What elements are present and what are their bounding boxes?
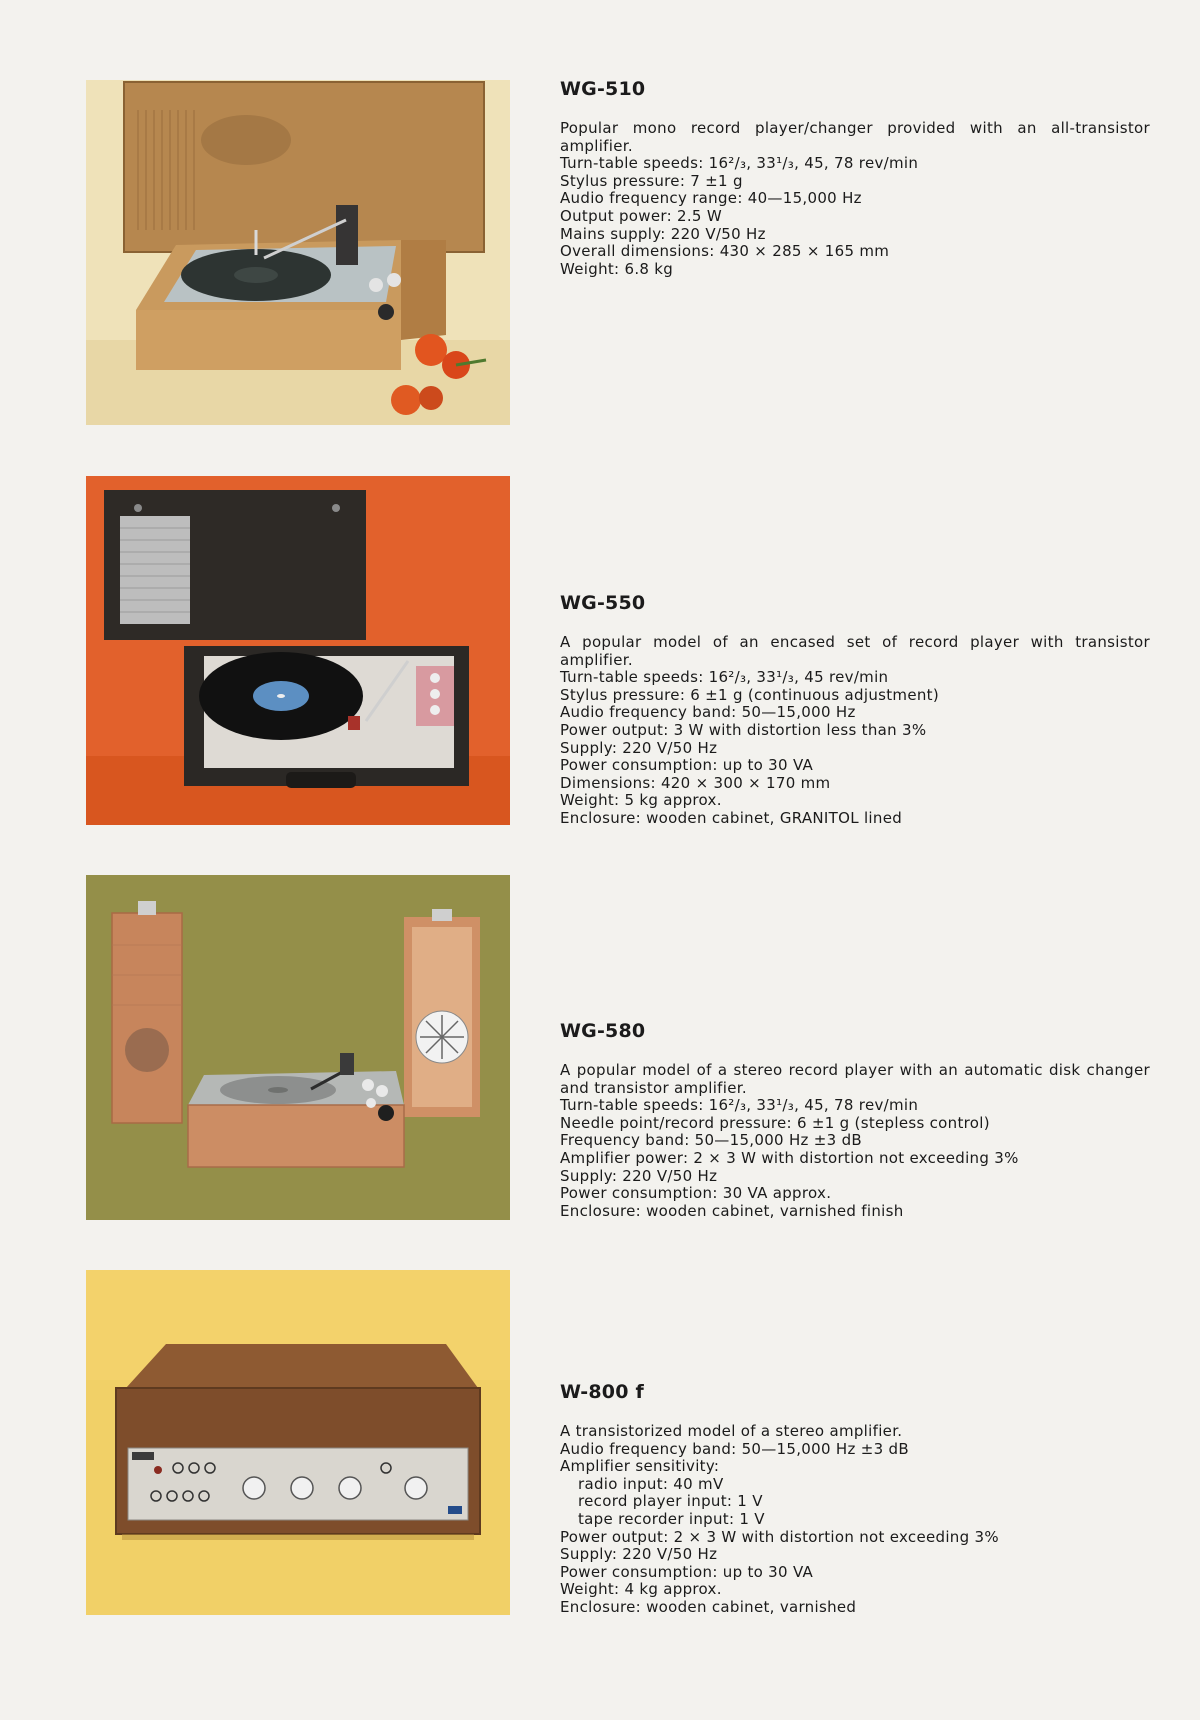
spec-line: Stylus pressure: 6 ±1 g (continuous adjustment) (560, 685, 940, 704)
stereo-amplifier-photo (86, 1270, 510, 1615)
spec-line: record player input: 1 V (578, 1492, 763, 1511)
spec-block-wg-580 (560, 1020, 1150, 1220)
encased-record-player-photo (86, 476, 510, 825)
model-title: WG-580 (560, 1020, 646, 1042)
spec-line: Supply: 220 V/50 Hz (560, 1166, 718, 1185)
model-description: A popular model of a stereo record player with an automatic disk changer and transistor amplifier. (560, 1061, 1150, 1097)
model-title: WG-510 (560, 78, 646, 100)
spec-line: radio input: 40 mV (578, 1474, 724, 1493)
spec-line: Output power: 2.5 W (560, 206, 722, 225)
model-description: A popular model of an encased set of record player with transistor amplifier. (560, 633, 1150, 669)
spec-line: Enclosure: wooden cabinet, varnished (560, 1597, 857, 1616)
spec-line: Audio frequency range: 40—15,000 Hz (560, 189, 862, 208)
spec-line: Weight: 6.8 kg (560, 259, 674, 278)
spec-block-wg-550 (560, 592, 1150, 828)
spec-line: Dimensions: 420 × 300 × 170 mm (560, 773, 831, 792)
spec-line: Turn-table speeds: 16²/₃, 33¹/₃, 45, 78 rev/min (560, 154, 919, 173)
record-player-changer-photo (86, 80, 510, 425)
spec-line: Audio frequency band: 50—15,000 Hz ±3 dB (560, 1439, 909, 1458)
spec-line: Power consumption: up to 30 VA (560, 1562, 814, 1581)
spec-line: Turn-table speeds: 16²/₃, 33¹/₃, 45, 78 rev/min (560, 1096, 919, 1115)
stereo-record-player-with-speakers-photo (86, 875, 510, 1220)
spec-line: Amplifier power: 2 × 3 W with distortion not exceeding 3% (560, 1148, 1019, 1167)
spec-line: Stylus pressure: 7 ±1 g (560, 171, 743, 190)
spec-line: Power consumption: 30 VA approx. (560, 1184, 832, 1203)
spec-line: Supply: 220 V/50 Hz (560, 1545, 718, 1564)
model-title: W-800 f (560, 1381, 644, 1403)
spec-line: Supply: 220 V/50 Hz (560, 738, 718, 757)
spec-line: Weight: 5 kg approx. (560, 791, 722, 810)
spec-line: Overall dimensions: 430 × 285 × 165 mm (560, 242, 890, 261)
spec-block-wg-510 (560, 78, 1150, 278)
spec-line: Power output: 2 × 3 W with distortion not exceeding 3% (560, 1527, 999, 1546)
spec-line: Turn-table speeds: 16²/₃, 33¹/₃, 45 rev/min (560, 668, 889, 687)
spec-line: Power consumption: up to 30 VA (560, 756, 814, 775)
spec-line: Amplifier sensitivity: (560, 1457, 720, 1476)
spec-line: Frequency band: 50—15,000 Hz ±3 dB (560, 1131, 862, 1150)
spec-line: Needle point/record pressure: 6 ±1 g (stepless control) (560, 1113, 990, 1132)
spec-line: tape recorder input: 1 V (578, 1509, 765, 1528)
spec-block-w-800-f (560, 1381, 1150, 1617)
spec-line: Weight: 4 kg approx. (560, 1580, 722, 1599)
spec-line: Audio frequency band: 50—15,000 Hz (560, 703, 856, 722)
spec-line: Power output: 3 W with distortion less than 3% (560, 720, 927, 739)
spec-line: Mains supply: 220 V/50 Hz (560, 224, 766, 243)
spec-line: Enclosure: wooden cabinet, GRANITOL lined (560, 808, 903, 827)
model-description: Popular mono record player/changer provided with an all-transistor amplifier. (560, 119, 1150, 155)
spec-line: Enclosure: wooden cabinet, varnished finish (560, 1201, 904, 1220)
model-title: WG-550 (560, 592, 646, 614)
model-description: A transistorized model of a stereo amplifier. (560, 1422, 903, 1440)
